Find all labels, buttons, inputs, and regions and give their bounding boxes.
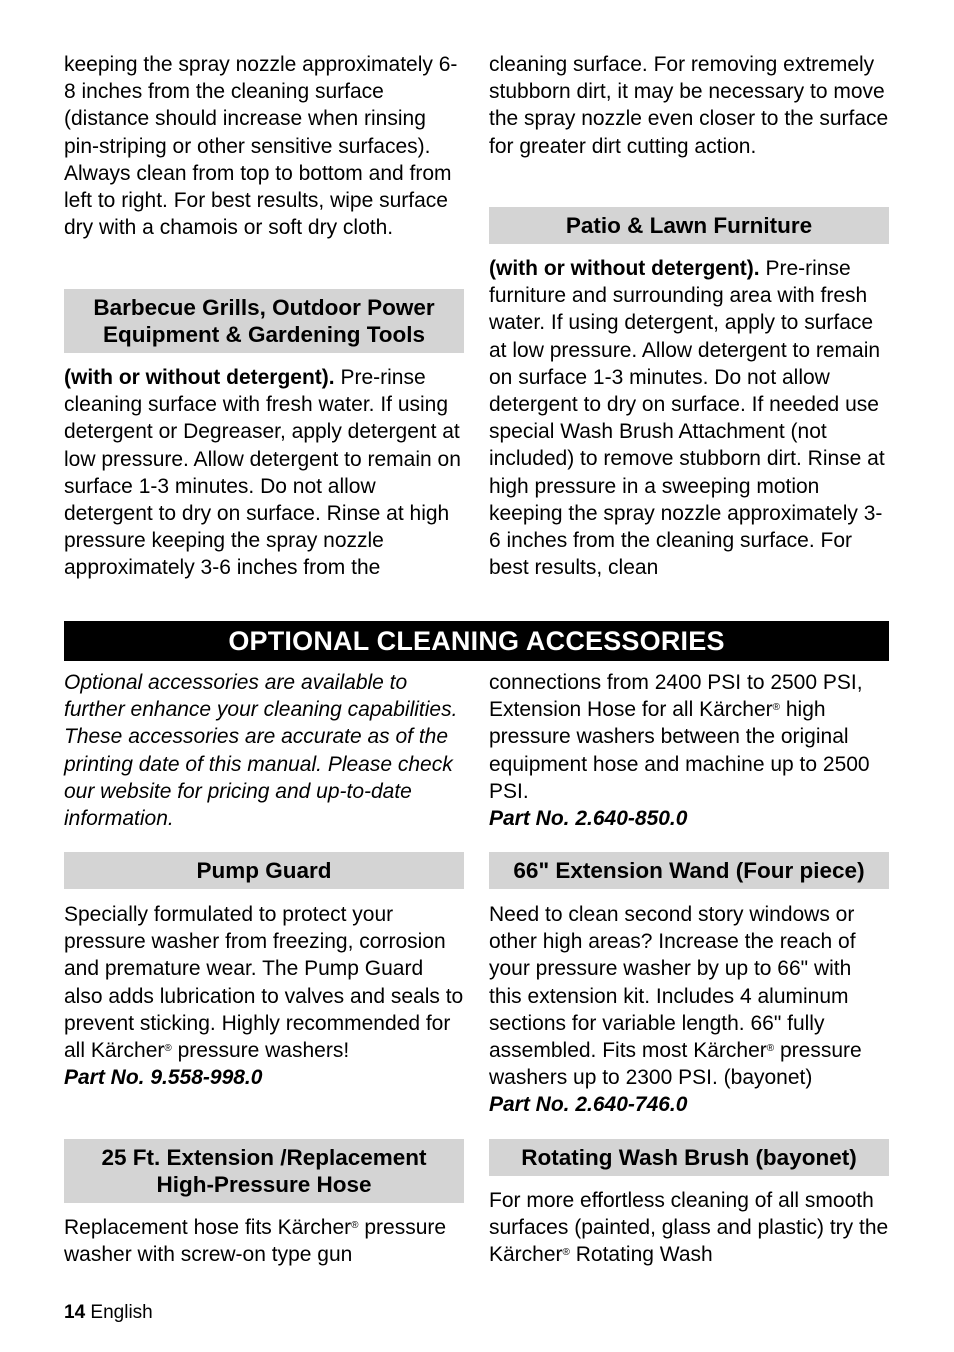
barbecue-heading-line2: Equipment & Gardening Tools	[102, 322, 426, 347]
brush-heading-text: Rotating Wash Brush (bayonet)	[521, 1145, 857, 1170]
wand-body-a: Need to clean second story windows or other high areas? Increase the reach of your pressure washer by up to 66" with this extension kit. Includes 4 aluminum sections for variable length. 66" fully assembled. Fits most Kärcher	[489, 903, 856, 1063]
barbecue-heading	[64, 289, 464, 353]
barbecue-lead: (with or without detergent).	[64, 366, 335, 389]
col1-top-text-block	[64, 51, 464, 241]
footer-language: English	[90, 1302, 153, 1323]
section-banner: OPTIONAL CLEANING ACCESSORIES	[64, 621, 889, 661]
col2-top-text-block	[489, 51, 889, 160]
hose-body-a: Replacement hose fits Kärcher	[64, 1216, 352, 1239]
wand-body-b: pressure washers up to 2300 PSI. (bayonet)	[489, 1039, 862, 1090]
patio-paragraph	[489, 255, 889, 581]
hose-part-number: Part No. 2.640-850.0	[489, 807, 688, 831]
hose-cont-text-block	[489, 669, 889, 832]
pump-guard-text-block	[64, 901, 464, 1091]
pump-guard-body-b: pressure washers!	[171, 1039, 350, 1063]
registered-mark: ®	[351, 1220, 359, 1231]
barbecue-text-block	[64, 364, 464, 582]
registered-mark: ®	[562, 1247, 570, 1259]
brush-body-a: For more effortless cleaning of all smooth surfaces (painted, glass and plastic) try the Kärcher	[489, 1189, 889, 1267]
intro-text-block	[64, 669, 464, 832]
hose-heading	[64, 1139, 464, 1203]
pump-guard-heading-text: Pump Guard	[196, 858, 332, 883]
patio-heading	[489, 207, 889, 244]
registered-mark: ®	[766, 1043, 775, 1055]
patio-text-block	[489, 255, 889, 581]
hose-cont-body-a: connections from 2400 PSI to 2500 PSI, Extension Hose for all Kärcher	[489, 671, 863, 722]
hose-cont-paragraph	[489, 669, 889, 805]
page-footer	[64, 1302, 153, 1324]
wand-text-block	[489, 901, 889, 1119]
hose-body-b: pressure washer with screw-on type gun	[64, 1216, 447, 1267]
pump-guard-part-number: Part No. 9.558-998.0	[64, 1066, 263, 1090]
hose-heading-line1: 25 Ft. Extension /Replacement	[101, 1145, 427, 1170]
brush-text-block	[489, 1187, 889, 1269]
wand-heading-text: 66" Extension Wand (Four piece)	[513, 858, 865, 883]
col1-top-paragraph: keeping the spray nozzle approximately 6-8 inches from the cleaning surface (distance should increase when rinsing pin-striping or other sensitive surfaces). Always clean from top to bottom and from left to right. For best results, wipe surface dry with a chamois or soft dry cloth.	[64, 53, 458, 240]
hose-text-block	[64, 1214, 464, 1268]
brush-body-b: Rotating Wash	[569, 1243, 713, 1267]
wand-paragraph	[489, 901, 889, 1091]
brush-heading	[489, 1139, 889, 1176]
hose-heading-line2: High-Pressure Hose	[156, 1172, 372, 1197]
patio-body: Pre-rinse furniture and surrounding area with fresh water. If using detergent, apply to surface at low pressure. Allow detergent to remain on surface 1-3 minutes. Do not allow detergent to dry on surface. If needed use special Wash Brush Attachment (not included) to remove stubborn dirt. Rinse at high pressure in a sweeping motion keeping the spray nozzle approximately 3-6 inches from the cleaning surface. For best results, clean	[489, 257, 885, 580]
patio-lead: (with or without detergent).	[489, 257, 760, 280]
pump-guard-body-a: Specially formulated to protect your pressure washer from freezing, corrosion and premature wear. The Pump Guard also adds lubrication to valves and seals to prevent sticking. Highly recommended for all Kärcher	[64, 903, 464, 1063]
page-number: 14	[64, 1302, 86, 1323]
patio-heading-text: Patio & Lawn Furniture	[565, 213, 813, 238]
wand-part-number: Part No. 2.640-746.0	[489, 1093, 688, 1117]
barbecue-body: Pre-rinse cleaning surface with fresh water. If using detergent or Degreaser, apply detergent at low pressure. Allow detergent to remain on surface 1-3 minutes. Do not allow detergent to dry on surface. Rinse at high pressure keeping the spray nozzle approximately 3-6 inches from the	[64, 366, 461, 580]
barbecue-paragraph	[64, 364, 464, 582]
barbecue-heading-line1: Barbecue Grills, Outdoor Power	[93, 295, 435, 320]
pump-guard-heading	[64, 852, 464, 889]
hose-paragraph	[64, 1214, 464, 1268]
hose-cont-body-b: high pressure washers between the original equipment hose and machine up to 2500 PSI.	[489, 698, 870, 803]
wand-heading	[489, 852, 889, 889]
registered-mark: ®	[772, 702, 781, 714]
pump-guard-paragraph	[64, 901, 464, 1064]
col2-top-paragraph: cleaning surface. For removing extremely stubborn dirt, it may be necessary to move the spray nozzle even closer to the surface for greater dirt cutting action.	[489, 53, 889, 158]
intro-paragraph: Optional accessories are available to further enhance your cleaning capabilities. These accessories are accurate as of the printing date of this manual. Please check our website for pricing and up-to-date information.	[64, 671, 458, 831]
brush-paragraph	[489, 1187, 889, 1269]
registered-mark: ®	[164, 1043, 172, 1055]
